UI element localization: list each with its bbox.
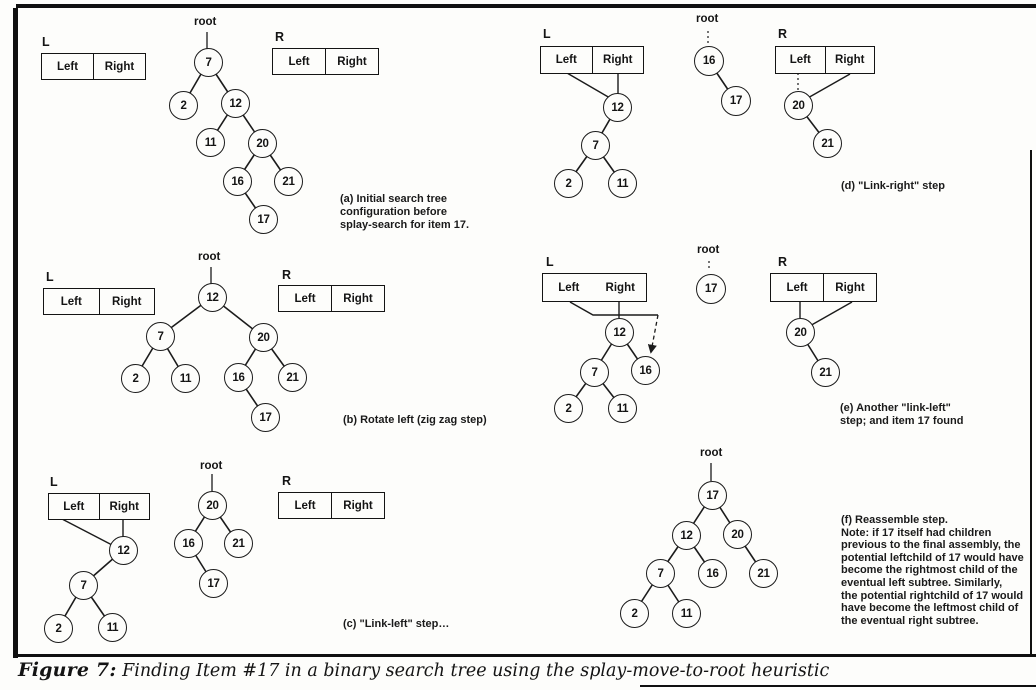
left-cell: Left — [288, 55, 310, 68]
tree-node: 21 — [813, 129, 842, 158]
tree-node: 2 — [169, 91, 198, 120]
left-cell: Left — [294, 499, 316, 512]
tree-node: 2 — [554, 169, 583, 198]
right-cell: Right — [93, 54, 145, 79]
tree-node: 2 — [620, 599, 649, 628]
tree-node: 21 — [749, 559, 778, 588]
tree-node: 11 — [98, 613, 127, 642]
l-label: L — [546, 255, 554, 269]
left-cell: Left — [60, 295, 82, 308]
panel-caption: (e) Another "link-left" step; and item 17 found — [840, 402, 964, 427]
tree-node: 7 — [69, 571, 98, 600]
left-cell: Left — [555, 54, 577, 66]
tree-node: 21 — [224, 529, 253, 558]
tree-node: 12 — [198, 283, 227, 312]
root-label: root — [697, 244, 720, 256]
tree-node: 11 — [672, 599, 701, 628]
r-label: R — [778, 27, 788, 41]
tree-node: 2 — [554, 394, 583, 423]
tree-node: 20 — [248, 129, 277, 158]
r-pointer-box — [770, 273, 877, 302]
l-label: L — [46, 270, 54, 284]
tree-node: 16 — [174, 529, 203, 558]
l-pointer-box — [41, 53, 146, 80]
tree-node: 20 — [723, 520, 752, 549]
left-cell: Left — [56, 60, 79, 73]
l-label: L — [543, 27, 551, 41]
left-cell: Left — [63, 500, 85, 513]
r-label: R — [778, 255, 788, 269]
left-cell: Left — [558, 281, 580, 294]
tree-node: 20 — [786, 318, 815, 347]
tree-node: 20 — [784, 91, 813, 120]
panel-caption: (c) "Link-left" step… — [343, 618, 450, 630]
root-label: root — [200, 460, 223, 472]
l-pointer-box — [43, 288, 155, 315]
tree-node: 12 — [109, 536, 138, 565]
tree-node: 21 — [274, 167, 303, 196]
tree-node: 21 — [811, 358, 840, 387]
left-cell: Left — [789, 54, 811, 66]
root-label: root — [700, 447, 723, 459]
tree-node: 20 — [249, 323, 278, 352]
r-label: R — [282, 474, 292, 488]
tree-node: 2 — [44, 614, 73, 643]
panel-caption: (b) Rotate left (zig zag step) — [343, 414, 487, 426]
l-pointer-box — [542, 273, 647, 302]
root-label: root — [696, 13, 719, 25]
right-cell: Right — [325, 49, 378, 74]
tree-node: 7 — [581, 131, 610, 160]
figure-caption — [18, 659, 829, 681]
right-cell: Right — [99, 494, 150, 519]
panel-caption: (a) Initial search tree configuration before splay-search for item 17. — [340, 193, 470, 231]
right-cell: Right — [605, 281, 635, 294]
tree-node: 21 — [278, 363, 307, 392]
right-cell: Right — [825, 47, 875, 73]
tree-node: 11 — [608, 394, 637, 423]
tree-node: 17 — [199, 569, 228, 598]
tree-node: 17 — [696, 274, 726, 304]
r-label: R — [282, 268, 292, 282]
l-pointer-box — [540, 46, 644, 74]
tree-node: 11 — [196, 128, 225, 157]
r-pointer-box — [272, 48, 379, 75]
tree-node: 7 — [646, 559, 675, 588]
r-pointer-box — [775, 46, 875, 74]
panel-caption: (d) "Link-right" step — [841, 180, 945, 192]
right-cell: Right — [99, 289, 155, 314]
tree-node: 16 — [698, 559, 727, 588]
tree-node: 20 — [198, 491, 227, 520]
figure-caption-text: Finding Item #17 in a binary search tree using the splay-move-to-root heuristic — [116, 661, 830, 681]
tree-node: 12 — [605, 318, 634, 347]
figure-number: Figure 7: — [18, 659, 117, 681]
tree-node: 11 — [171, 364, 200, 393]
left-cell: Left — [294, 292, 316, 305]
right-cell: Right — [331, 493, 384, 518]
l-pointer-box — [48, 493, 150, 520]
tree-node: 12 — [603, 93, 632, 122]
tree-node: 17 — [698, 481, 727, 510]
tree-node: 7 — [194, 48, 223, 77]
r-pointer-box — [278, 492, 385, 519]
l-label: L — [42, 35, 50, 49]
root-label: root — [194, 16, 217, 28]
right-cell: Right — [823, 274, 876, 301]
tree-node: 16 — [224, 363, 253, 392]
tree-node: 7 — [580, 358, 609, 387]
l-label: L — [50, 475, 58, 489]
tree-node: 12 — [672, 521, 701, 550]
tree-node: 17 — [249, 205, 278, 234]
tree-node: 16 — [694, 46, 724, 76]
left-cell: Left — [786, 281, 808, 294]
right-cell: Right — [592, 47, 644, 73]
tree-node: 12 — [221, 89, 250, 118]
right-cell: Right — [331, 286, 384, 311]
tree-node: 11 — [608, 169, 637, 198]
tree-node: 2 — [121, 364, 150, 393]
panel-caption: (f) Reassemble step. Note: if 17 itself had children previous to the final assembly, the potential leftchild of 17 would have become the rightmost child of the eventual left subtree. Similarly, the potential rightchild of 17 would have become the leftmost child of the eventual right subtree. — [841, 514, 1024, 627]
tree-node: 17 — [721, 86, 751, 116]
tree-node: 16 — [223, 167, 252, 196]
r-pointer-box — [278, 285, 385, 312]
r-label: R — [275, 30, 285, 44]
root-label: root — [198, 251, 221, 263]
tree-node: 16 — [631, 356, 660, 385]
tree-node: 7 — [146, 322, 175, 351]
tree-node: 17 — [251, 403, 280, 432]
